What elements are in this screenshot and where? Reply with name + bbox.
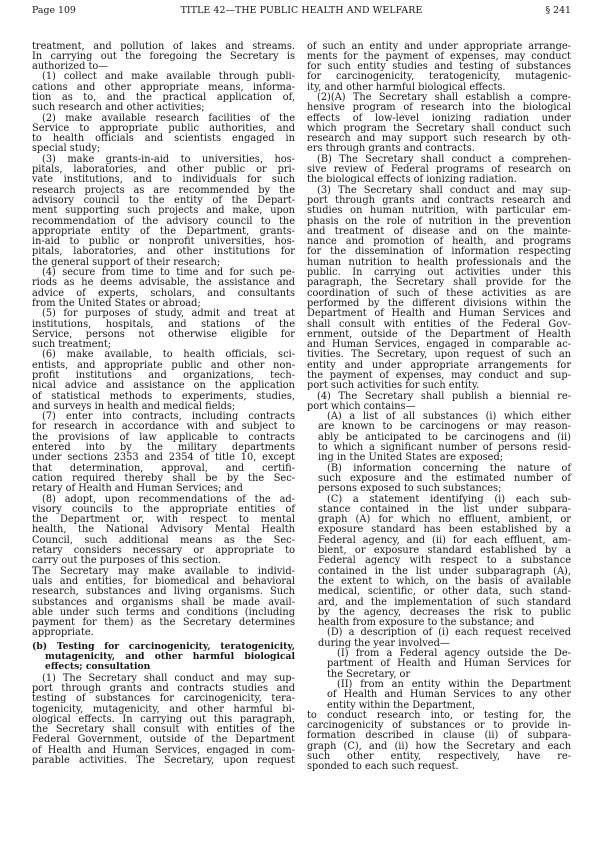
- text-line: riods as he deems advisable, the assistance and: [32, 277, 295, 289]
- text-line: (3) make grants-in-aid to universities, hos-: [42, 153, 295, 165]
- text-line: during the year involved—: [318, 637, 450, 649]
- text-line: which program the Secretary shall conduct such: [307, 122, 571, 134]
- text-line: phasis on the role of nutrition in the prevention: [307, 215, 571, 227]
- text-line: (3) The Secretary shall conduct and may sup-: [317, 184, 571, 196]
- text-line: (2)(A) The Secretary shall establish a compre-: [317, 91, 571, 103]
- text-line: appropriate entity of the Department, grants-: [32, 225, 295, 237]
- paragraph-7: [32, 412, 295, 494]
- text-line: sive review of Federal programs of research on: [307, 164, 571, 176]
- text-line: advisory council to the entity of the Depart-: [32, 194, 295, 206]
- text-line: (8) adopt, upon recommendations of the ad-: [42, 493, 295, 505]
- text-line: contained in the list under subparagraph (A),: [318, 565, 571, 577]
- subsection-b-heading: [32, 642, 295, 673]
- text-line: for such entity studies and testing of substances: [307, 61, 571, 73]
- text-line: graph (A) for which no effluent, ambient, or: [318, 514, 571, 526]
- paragraph-3: [307, 186, 571, 392]
- section-number: § 241: [545, 5, 571, 16]
- paragraph-2a: [307, 93, 571, 155]
- text-line: research projects as are recommended by the: [32, 184, 295, 196]
- text-line: carcinogenicity of substances or to provide in-: [307, 720, 571, 732]
- text-line: hensive program of research into the biological: [307, 102, 571, 114]
- text-line: of such an entity and under appropriate arrange-: [307, 40, 571, 52]
- paragraph-4: [32, 268, 295, 309]
- text-line: the payment of expenses, may conduct and sup-: [307, 370, 571, 381]
- text-line: ments for the payment of expenses, may conduct: [307, 50, 571, 62]
- text-line: entity and under appropriate arrangements for: [307, 359, 571, 371]
- text-line: (4) The Secretary shall publish a biennial re-: [317, 390, 571, 402]
- text-line: pitals, laboratories, and other institutions for: [32, 246, 295, 258]
- subparagraph-b: [318, 464, 571, 495]
- subsection-b-paragraph-1-continued: [307, 42, 571, 93]
- running-header: [32, 5, 571, 16]
- subclause-ii: [327, 680, 571, 711]
- text-line: (6) make available, to health officials, sci-: [42, 349, 295, 361]
- text-line: Service to appropriate public authorities, and: [32, 122, 295, 134]
- paragraph-1: [32, 72, 295, 113]
- text-line: institutions, hospitals, and stations of the: [32, 318, 295, 330]
- text-line: ernment, outside of the Department of Health: [307, 328, 571, 340]
- text-line: entered into by the military departments: [32, 442, 295, 454]
- text-line: entity within the Department,: [327, 699, 476, 711]
- text-line: ers through grants and contracts.: [307, 143, 475, 155]
- right-column: [307, 42, 571, 773]
- paragraph-2: [32, 114, 295, 155]
- text-line: and treatment of disease and on the mainte-: [307, 225, 571, 237]
- text-line: nical advice and assistance on the application: [32, 380, 295, 392]
- text-line: the general support of their research;: [32, 256, 221, 268]
- text-line: ard, and the implementation of such standard: [318, 596, 571, 608]
- text-line: formation described in clause (ii) of subpara-: [307, 730, 571, 742]
- text-line: (C) a statement identifying (i) each sub-: [327, 493, 571, 505]
- text-line: port such activities for such entity.: [307, 380, 480, 392]
- text-line: of statistical methods to experiments, studies,: [32, 390, 295, 402]
- text-line: the extent to which, on the basis of available: [318, 575, 571, 587]
- text-line: carry out the purposes of this section.: [32, 555, 222, 567]
- text-line: such treatment;: [32, 339, 112, 351]
- text-line: port which contains—: [307, 400, 416, 412]
- text-line: studies on human nutrition, with particular em-: [307, 205, 571, 217]
- text-line: nance and promotion of health, and programs: [307, 236, 571, 248]
- text-line: and Human Services, engaged in comparable ac-: [307, 339, 571, 351]
- text-line: sponded to each such request.: [307, 761, 459, 773]
- subsection-a-continued-text: [32, 42, 295, 73]
- text-line: (b) Testing for carcinogenicity, teratogenicity,: [32, 640, 295, 652]
- text-line: parable activities. The Secretary, upon request: [32, 754, 295, 766]
- text-line: of Health and Human Services to any other: [327, 689, 571, 701]
- subclause-i: [327, 649, 571, 680]
- text-line: to conduct research into, or testing for, the: [307, 709, 571, 721]
- text-line: (2) make available research facilities of the: [42, 112, 295, 124]
- text-line: In carrying out the foregoing the Secretary is: [32, 50, 295, 62]
- text-line: to health officials and scientists engaged in: [32, 133, 295, 145]
- text-line: authorized to—: [32, 61, 109, 73]
- text-line: the Secretary shall consult with entities of the: [32, 724, 295, 736]
- text-line: mutagenicity, and other harmful biological: [45, 651, 295, 663]
- text-line: cations and other appropriate means, informa-: [32, 81, 295, 93]
- text-line: (1) The Secretary shall conduct and may sup-: [42, 672, 295, 684]
- text-line: (B) information concerning the nature of: [327, 462, 571, 474]
- text-line: recommendation of the advisory council to the: [32, 215, 295, 227]
- text-line: medical, scientific, or other data, such stand-: [318, 586, 571, 598]
- text-line: graph (C), and (ii) how the Secretary and each: [307, 740, 571, 752]
- text-line: profit institutions and organizations, tech-: [32, 370, 295, 381]
- text-line: human nutrition to health professionals and the: [307, 256, 571, 268]
- paragraph-6: [32, 350, 295, 412]
- subsection-b-paragraph-1: [32, 674, 295, 767]
- text-line: the Department or, with respect to mental: [32, 514, 295, 526]
- text-line: port through grants and contracts studies and: [32, 682, 295, 694]
- text-line: public. In carrying out activities under this: [307, 267, 571, 279]
- text-line: (II) from an entity within the Department: [337, 678, 571, 690]
- text-line: retary considers necessary or appropriate to: [32, 545, 295, 557]
- text-line: persons exposed to such substances;: [318, 483, 502, 495]
- subparagraph-a: [318, 412, 571, 463]
- text-line: effects of low-level ionizing radiation under: [307, 112, 571, 124]
- text-line: Council, such additional means as the Sec-: [32, 534, 295, 546]
- text-line: are known to be carcinogens or may reason-: [318, 421, 571, 433]
- text-line: payment for them) as the Secretary determines: [32, 617, 295, 629]
- text-line: advice of experts, scholars, and consultants: [32, 287, 295, 299]
- text-line: stance contained in the list under subpara-: [318, 503, 571, 515]
- text-line: togenicity, mutagenicity, and other harmful bi-: [32, 703, 295, 715]
- text-line: Federal agency with respect to a substance: [318, 555, 571, 567]
- text-line: of Health and Human Services, engaged in com-: [32, 744, 295, 756]
- text-line: port through grants and contracts research and: [307, 194, 571, 206]
- running-title: TITLE 42—THE PUBLIC HEALTH AND WELFARE: [180, 5, 423, 16]
- page-number: Page 109: [32, 5, 76, 16]
- paragraph-5: [32, 309, 295, 350]
- text-line: vate institutions, and to individuals for such: [32, 174, 295, 186]
- text-line: visory councils to the appropriate entities of: [32, 503, 295, 515]
- text-line: retary of Health and Human Services; and: [32, 483, 243, 495]
- text-line: tion as to, and the practical application of,: [32, 91, 295, 103]
- text-line: (4) secure from time to time and for such pe-: [42, 267, 295, 279]
- text-line: in-aid to public or nonprofit universities, hos-: [32, 236, 295, 248]
- text-line: pitals, laboratories, and other public or pri-: [32, 164, 295, 176]
- text-line: from the United States or abroad;: [32, 297, 201, 309]
- text-line: under sections 2353 and 2354 of title 10, except: [32, 452, 295, 464]
- text-line: ing in the United States are exposed;: [318, 452, 504, 464]
- text-line: (5) for purposes of study, admit and treat at: [42, 308, 295, 320]
- text-line: the biological effects of ionizing radiation.: [307, 174, 517, 186]
- text-line: the Secretary, or: [327, 668, 411, 680]
- text-line: for the dissemination of information respecting: [307, 246, 571, 258]
- text-line: ological effects. In carrying out this paragraph,: [32, 713, 295, 725]
- text-line: by the agency, decreases the risk to public: [318, 606, 571, 618]
- text-line: and surveys in health and medical fields;: [32, 400, 236, 412]
- paragraph-2b: [307, 155, 571, 186]
- text-line: research and may support such research by oth-: [307, 133, 571, 145]
- text-line: such exposure and the estimated number of: [318, 472, 571, 484]
- text-line: research, substances and living organisms. Such: [32, 586, 295, 598]
- text-line: ment supporting such projects and make, upon: [32, 205, 295, 217]
- text-line: that determination, approval, and certifi-: [32, 462, 295, 474]
- paragraph-4: [307, 392, 571, 413]
- text-line: substances and organisms shall be made avail-: [32, 596, 295, 608]
- text-line: Service, persons not otherwise eligible for: [32, 328, 295, 340]
- text-line: able under such terms and conditions (including: [32, 606, 295, 618]
- text-line: health, the National Advisory Mental Health: [32, 524, 295, 536]
- text-line: ity, and other harmful biological effects.: [307, 81, 506, 93]
- text-line: to which a significant number of persons resid-: [318, 442, 571, 454]
- paragraph-4-closing-text: [307, 711, 571, 773]
- text-line: Federal Government, outside of the Department: [32, 734, 295, 746]
- left-column: [32, 42, 295, 767]
- text-line: partment of Health and Human Services for: [327, 658, 571, 670]
- text-line: tivities. The Secretary, upon request of such an: [307, 349, 571, 361]
- text-line: (7) enter into contracts, including contracts: [42, 411, 295, 423]
- paragraph-3: [32, 155, 295, 268]
- text-line: (D) a description of (i) each request received: [327, 627, 571, 639]
- text-line: The Secretary may make available to individ-: [32, 565, 295, 577]
- text-line: health from exposure to the substance; and: [318, 617, 535, 629]
- text-line: effects; consultation: [45, 661, 151, 673]
- text-line: cation required thereby shall be by the Sec-: [32, 472, 295, 484]
- text-line: exposure standard has been established by a: [318, 524, 571, 536]
- text-line: special study;: [32, 143, 101, 155]
- text-line: ably be anticipated to be carcinogens and (ii): [318, 431, 571, 443]
- text-line: such research and other activities;: [32, 102, 205, 114]
- text-line: performed by the different divisions within the: [307, 297, 571, 309]
- text-line: (B) The Secretary shall conduct a comprehen-: [317, 153, 571, 165]
- text-line: bient, or exposure standard established by a: [318, 545, 571, 557]
- text-line: Federal agency, and (ii) for each effluent, am-: [318, 534, 571, 546]
- text-line: entists, and appropriate public and other non-: [32, 359, 295, 371]
- text-line: (1) collect and make available through publi-: [42, 71, 295, 83]
- subparagraph-d: [318, 628, 571, 649]
- text-line: treatment, and pollution of lakes and streams.: [32, 40, 295, 52]
- text-line: (I) from a Federal agency outside the De-: [337, 648, 571, 660]
- text-line: the provisions of law applicable to contracts: [32, 431, 295, 443]
- text-line: uals and entities, for biomedical and behavioral: [32, 575, 295, 587]
- text-line: Department of Health and Human Services and: [307, 308, 571, 320]
- text-line: for research in accordance with and subject to: [32, 421, 295, 433]
- text-line: paragraph, the Secretary shall provide for the: [307, 277, 571, 289]
- text-line: such other entity, respectively, have re-: [307, 750, 571, 762]
- text-line: appropriate.: [32, 627, 94, 639]
- subsection-a-closing-text: [32, 567, 295, 639]
- subparagraph-c: [318, 495, 571, 629]
- text-line: shall consult with entities of the Federal Gov-: [307, 318, 571, 330]
- paragraph-8: [32, 495, 295, 567]
- text-line: coordination of such of these activities as are: [307, 287, 571, 299]
- text-line: testing of substances for carcinogenicity, tera-: [32, 693, 295, 705]
- text-line: for carcinogenicity, teratogenicity, mutagenic-: [307, 71, 571, 83]
- text-line: (A) a list of all substances (i) which either: [327, 411, 571, 423]
